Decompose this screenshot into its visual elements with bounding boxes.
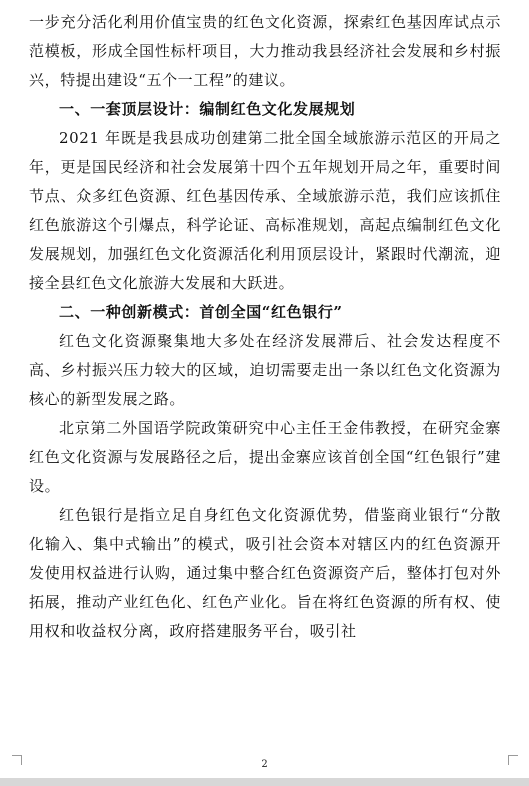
page-number: 2 bbox=[261, 759, 268, 770]
paragraph-red-resources: 红色文化资源聚集地大多处在经济发展滞后、社会发达程度不高、乡村振兴压力较大的区域，迫切需要走出一条以红色文化资源为核心的新型发展之路。 bbox=[29, 332, 501, 408]
paragraph-expert-proposal: 北京第二外国语学院政策研究中心主任王金伟教授，在研究金寨红色文化资源与发展路径之后，提出金寨应该首创全国“红色银行”建设。 bbox=[29, 419, 501, 495]
paragraph-red-bank-definition: 红色银行是指立足自身红色文化资源优势，借鉴商业银行“分散化输入、集中式输出”的模式，吸引社会资本对辖区内的红色资源开发使用权益进行认购，通过集中整合红色资源资产后，整体打包对外拓展，推动产业红色化、红色产业化。旨在将红色资源的所有权、使用权和收益权分离，政府搭建服务平台，吸引社 bbox=[29, 506, 501, 640]
section-heading-1: 一、一套顶层设计：编制红色文化发展规划 bbox=[59, 100, 356, 118]
paragraph-intro: 一步充分活化利用价值宝贵的红色文化资源，探索红色基因库试点示范模板，形成全国性标杆项目，大力推动我县经济社会发展和乡村振兴，特提出建设“五个一工程”的建议。 bbox=[29, 13, 501, 89]
paragraph-planning: 2021 年既是我县成功创建第二批全国全域旅游示范区的开局之年，更是国民经济和社会发展第十四个五年规划开局之年，重要时间节点、众多红色资源、红色基因传承、全域旅游示范，我们应该抓住红色旅游这个引爆点，科学论证、高标准规划，高起点编制红色文化发展规划，加强红色文化资源活化利用顶层设计，紧跟时代潮流，迎接全县红色文化旅游大发展和大跃进。 bbox=[29, 129, 501, 292]
section-heading-2: 二、一种创新模式：首创全国“红色银行” bbox=[59, 303, 343, 321]
document-body bbox=[29, 8, 501, 646]
